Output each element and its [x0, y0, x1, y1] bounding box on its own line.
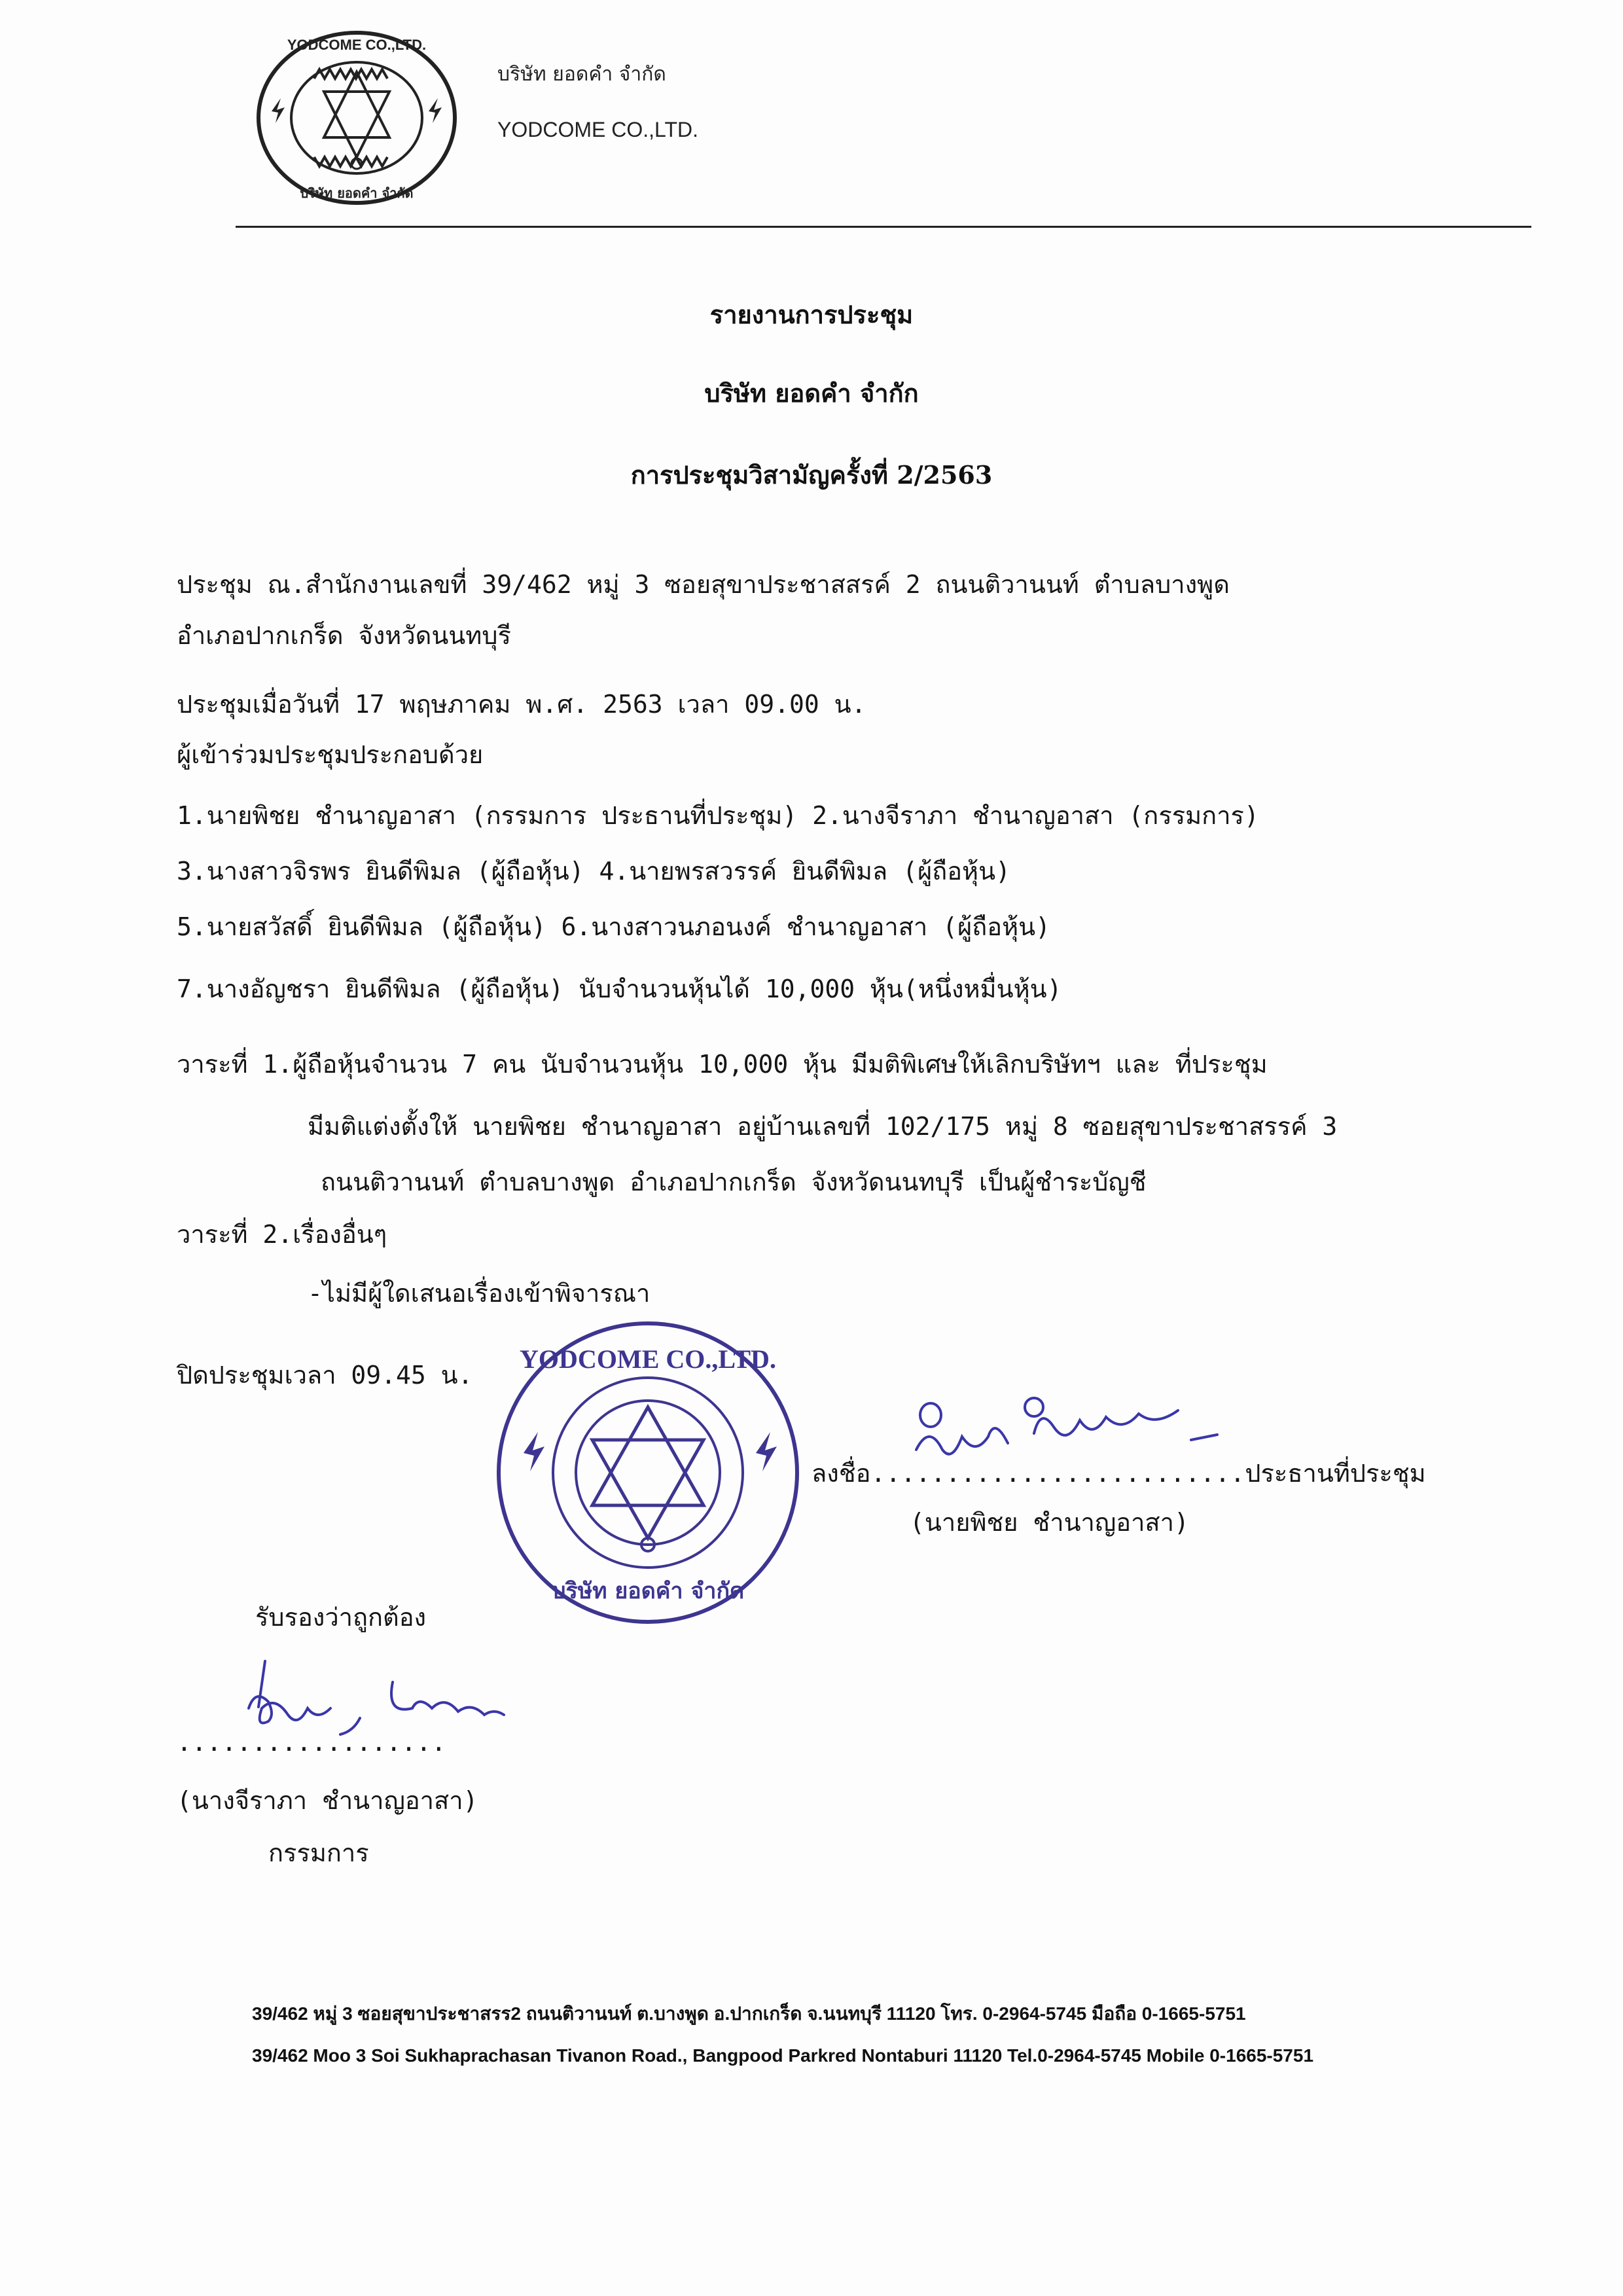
agenda-1-line2: มีมติแต่งตั้งให้ นายพิชย ชำนาญอาสา อยู่บ้านเลขที่ 102/175 หมู่ 8 ซอยสุขาประชาสรรค์ 3	[308, 1112, 1338, 1141]
stamp-text-bottom: บริษัท ยอดคำ จำกัด	[551, 1578, 745, 1604]
meeting-location-line2: อำเภอปากเกร็ด จังหวัดนนทบุรี	[177, 621, 511, 650]
meeting-closing-time: ปิดประชุมเวลา 09.45 น.	[177, 1361, 473, 1390]
agenda-2-line1: วาระที่ 2.เรื่องอื่นๆ	[177, 1220, 387, 1249]
attendees-heading: ผู้เข้าร่วมประชุมประกอบด้วย	[177, 740, 484, 769]
meeting-location-line1: ประชุม ณ.สำนักงานเลขที่ 39/462 หมู่ 3 ซอยสุขาประชาสสรค์ 2 ถนนติวานนท์ ตำบลบางพูด	[177, 570, 1230, 599]
director-name: (นางจีราภา ชำนาญอาสา)	[177, 1786, 478, 1815]
agenda-2-line2: -ไม่มีผู้ใดเสนอเรื่องเข้าพิจารณา	[308, 1279, 651, 1308]
chair-name: (นายพิชย ชำนาญอาสา)	[910, 1508, 1189, 1537]
certified-correct: รับรองว่าถูกต้อง	[255, 1603, 427, 1632]
company-seal-logo	[252, 26, 461, 209]
attendee-line: 3.นางสาวจิรพร ยินดีพิมล (ผู้ถือหุ้น) 4.นายพรสวรรค์ ยินดีพิมล (ผู้ถือหุ้น)	[177, 857, 1010, 886]
report-title: รายงานการประชุม	[709, 300, 914, 329]
meeting-date: ประชุมเมื่อวันที่ 17 พฤษภาคม พ.ศ. 2563 เวลา 09.00 น.	[177, 690, 866, 719]
stamp-text-top: YODCOME CO.,LTD.	[520, 1344, 776, 1374]
attendee-line: 7.นางอัญชรา ยินดีพิมล (ผู้ถือหุ้น) นับจำนวนหุ้นได้ 10,000 หุ้น(หนึ่งหมื่นหุ้น)	[177, 975, 1062, 1003]
director-title: กรรมการ	[268, 1839, 369, 1867]
company-name-english: YODCOME CO.,LTD.	[497, 118, 698, 141]
company-stamp	[491, 1316, 805, 1630]
report-company: บริษัท ยอดคำ จำกัก	[704, 378, 919, 408]
director-dotted-line: ..................	[177, 1728, 446, 1757]
footer-address-thai: 39/462 หมู่ 3 ซอยสุขาประชาสรร2 ถนนติวานนท์ ต.บางพูด อ.ปากเกร็ด จ.นนทบุรี 11120 โทร. 0-2964-5745 มือถือ 0-1665-5751	[252, 2003, 1246, 2024]
chair-signature-line: ลงชื่อ.........................ประธานที่ประชุม	[812, 1459, 1426, 1488]
company-name-thai: บริษัท ยอดคำ จำกัด	[497, 63, 666, 86]
header-divider	[236, 226, 1531, 228]
agenda-1-line1: วาระที่ 1.ผู้ถือหุ้นจำนวน 7 คน นับจำนวนหุ้น 10,000 หุ้น มีมติพิเศษให้เลิกบริษัทฯ และ ที่ประชุม	[177, 1050, 1268, 1079]
meeting-number: การประชุมวิสามัญครั้งที่ 2/2563	[630, 460, 993, 490]
chair-signature	[903, 1394, 1243, 1486]
attendee-line: 1.นายพิชย ชำนาญอาสา (กรรมการ ประธานที่ประชุม) 2.นางจีราภา ชำนาญอาสา (กรรมการ)	[177, 801, 1259, 830]
agenda-1-line3: ถนนติวานนท์ ตำบลบางพูด อำเภอปากเกร็ด จังหวัดนนทบุรี เป็นผู้ชำระบัญชี	[321, 1168, 1147, 1196]
attendee-line: 5.นายสวัสดิ์ ยินดีพิมล (ผู้ถือหุ้น) 6.นางสาวนภอนงค์ ชำนาญอาสา (ผู้ถือหุ้น)	[177, 912, 1050, 941]
seal-text-top: YODCOME CO.,LTD.	[287, 37, 427, 53]
seal-text-bottom: บริษัท ยอดคำ จำกัด	[300, 185, 414, 201]
footer-address-english: 39/462 Moo 3 Soi Sukhaprachasan Tivanon Road., Bangpood Parkred Nontaburi 11120 Tel.0-2964-5745 Mobile 0-1665-5751	[252, 2045, 1314, 2066]
